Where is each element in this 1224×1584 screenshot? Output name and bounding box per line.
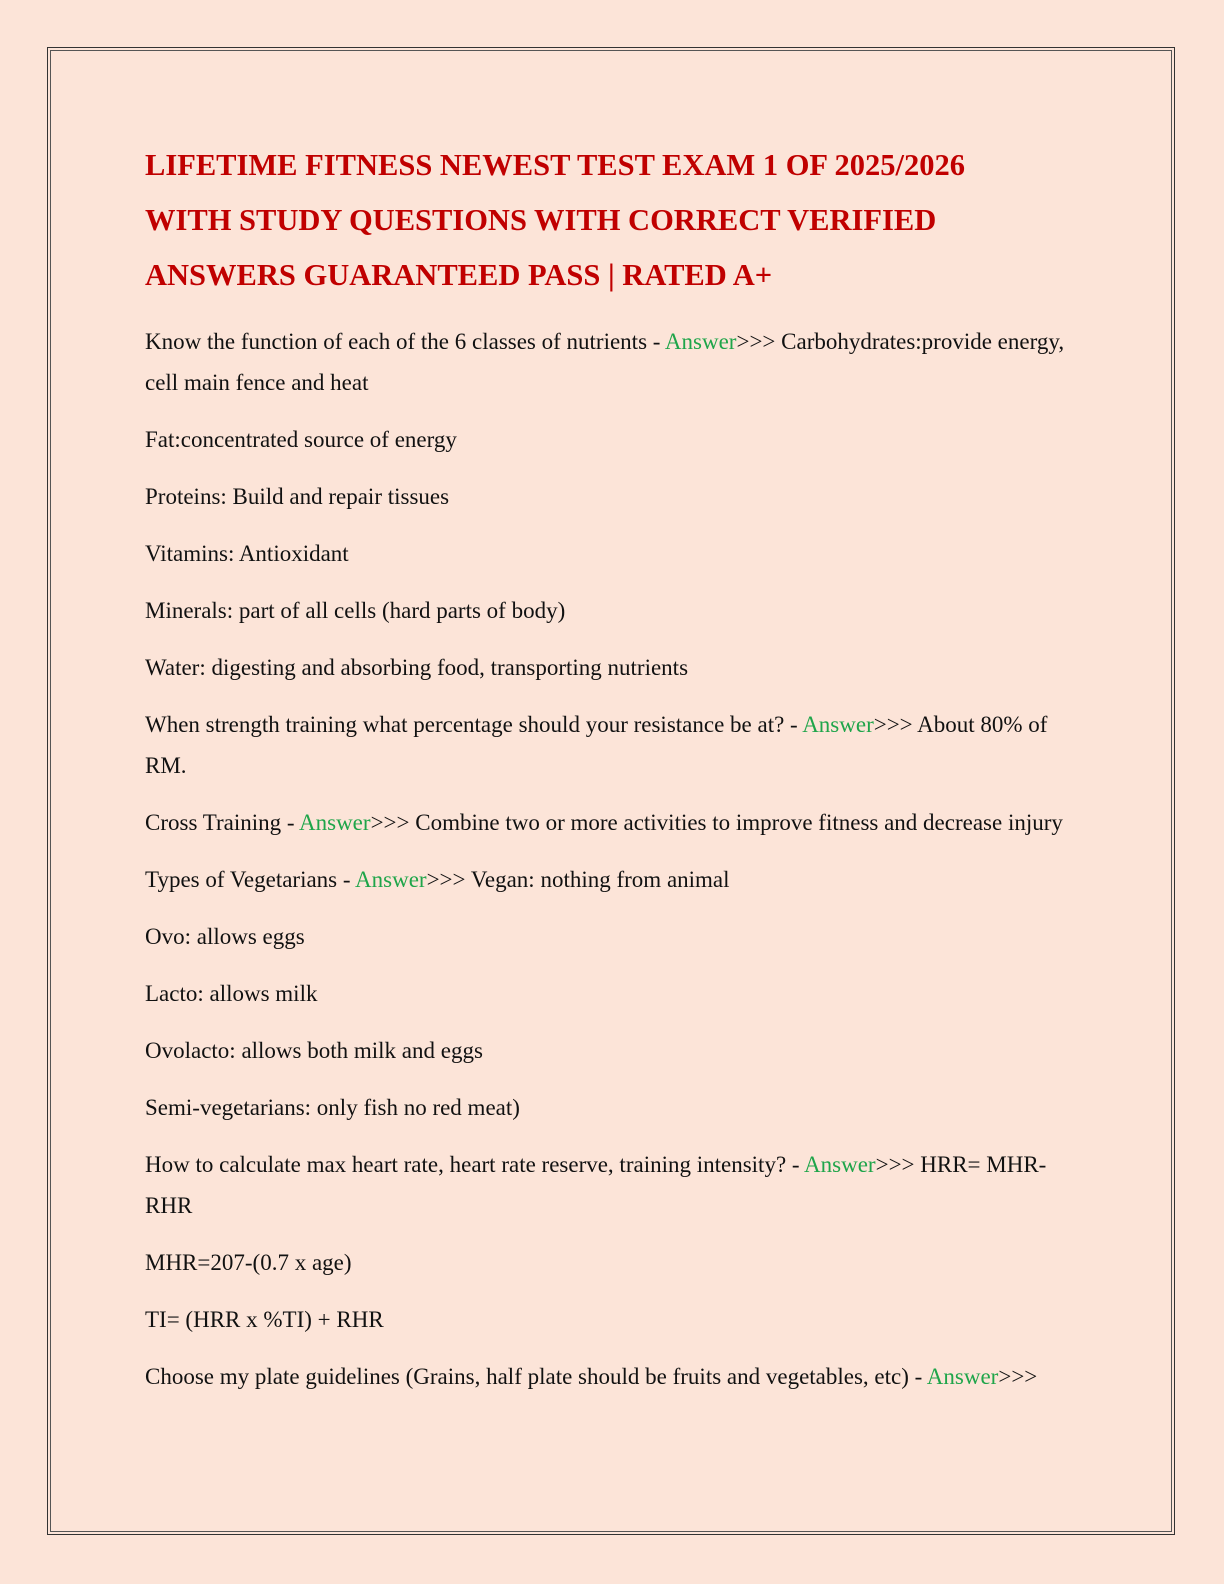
- answer-arrow: >>>: [736, 329, 776, 354]
- answer-label: Answer: [926, 1364, 999, 1389]
- answer-line: Minerals: part of all cells (hard parts of body): [145, 598, 566, 623]
- document-body: [145, 138, 1085, 1413]
- question-text: How to calculate max heart rate, heart rate reserve, training intensity? -: [145, 1152, 805, 1177]
- answer-line: Ovo: allows eggs: [145, 924, 305, 949]
- answer-line: Vitamins: Antioxidant: [145, 541, 349, 566]
- answer-line: Water: digesting and absorbing food, transporting nutrients: [145, 655, 689, 680]
- answer-line: Ovolacto: allows both milk and eggs: [145, 1038, 483, 1063]
- answer-text: Vegan: nothing from animal: [465, 867, 730, 892]
- answer-arrow: >>>: [370, 810, 410, 835]
- qa-paragraph: [145, 859, 1085, 900]
- title-line: WITH STUDY QUESTIONS WITH CORRECT VERIFIED: [145, 203, 937, 237]
- question-text: Cross Training -: [145, 810, 300, 835]
- answer-arrow: >>>: [998, 1364, 1038, 1389]
- title-line: ANSWERS GUARANTEED PASS | RATED A+: [145, 258, 773, 292]
- answer-text: Carbohydrates:provide energy, cell main fence and heat: [145, 329, 1065, 395]
- answer-label: Answer: [802, 712, 874, 737]
- answer-line: Proteins: Build and repair tissues: [145, 484, 450, 509]
- answer-arrow: >>>: [426, 867, 466, 892]
- answer-text: Combine two or more activities to improve fitness and decrease injury: [409, 810, 1063, 835]
- answer-text: About 80% of RM.: [145, 712, 1048, 778]
- question-text: Types of Vegetarians -: [145, 867, 356, 892]
- answer-label: Answer: [804, 1152, 876, 1177]
- qa-paragraph: [145, 704, 1085, 786]
- question-text: When strength training what percentage should your resistance be at? -: [145, 712, 803, 737]
- answer-line: Lacto: allows milk: [145, 981, 318, 1006]
- question-text: Choose my plate guidelines (Grains, half plate should be fruits and vegetables, etc) -: [145, 1364, 927, 1389]
- question-text: Know the function of each of the 6 classes of nutrients -: [145, 329, 665, 354]
- answer-label: Answer: [299, 810, 371, 835]
- qa-paragraph: [145, 1356, 1085, 1397]
- answer-line: MHR=207-(0.7 x age): [145, 1250, 352, 1275]
- qa-paragraph: [145, 1144, 1085, 1226]
- answer-label: Answer: [664, 329, 737, 354]
- answer-line: TI= (HRR x %TI) + RHR: [145, 1307, 384, 1332]
- answer-label: Answer: [355, 867, 427, 892]
- title-line: LIFETIME FITNESS NEWEST TEST EXAM 1 OF 2025/2026: [145, 148, 966, 182]
- document-title: [145, 138, 1085, 303]
- qa-paragraph: [145, 802, 1085, 843]
- answer-line: Semi-vegetarians: only fish no red meat): [145, 1095, 520, 1120]
- answer-line: Fat:concentrated source of energy: [145, 427, 457, 452]
- qa-paragraph: [145, 321, 1085, 403]
- answer-text: HRR= MHR-RHR: [145, 1152, 1047, 1218]
- answer-arrow: >>>: [873, 712, 913, 737]
- answer-arrow: >>>: [875, 1152, 915, 1177]
